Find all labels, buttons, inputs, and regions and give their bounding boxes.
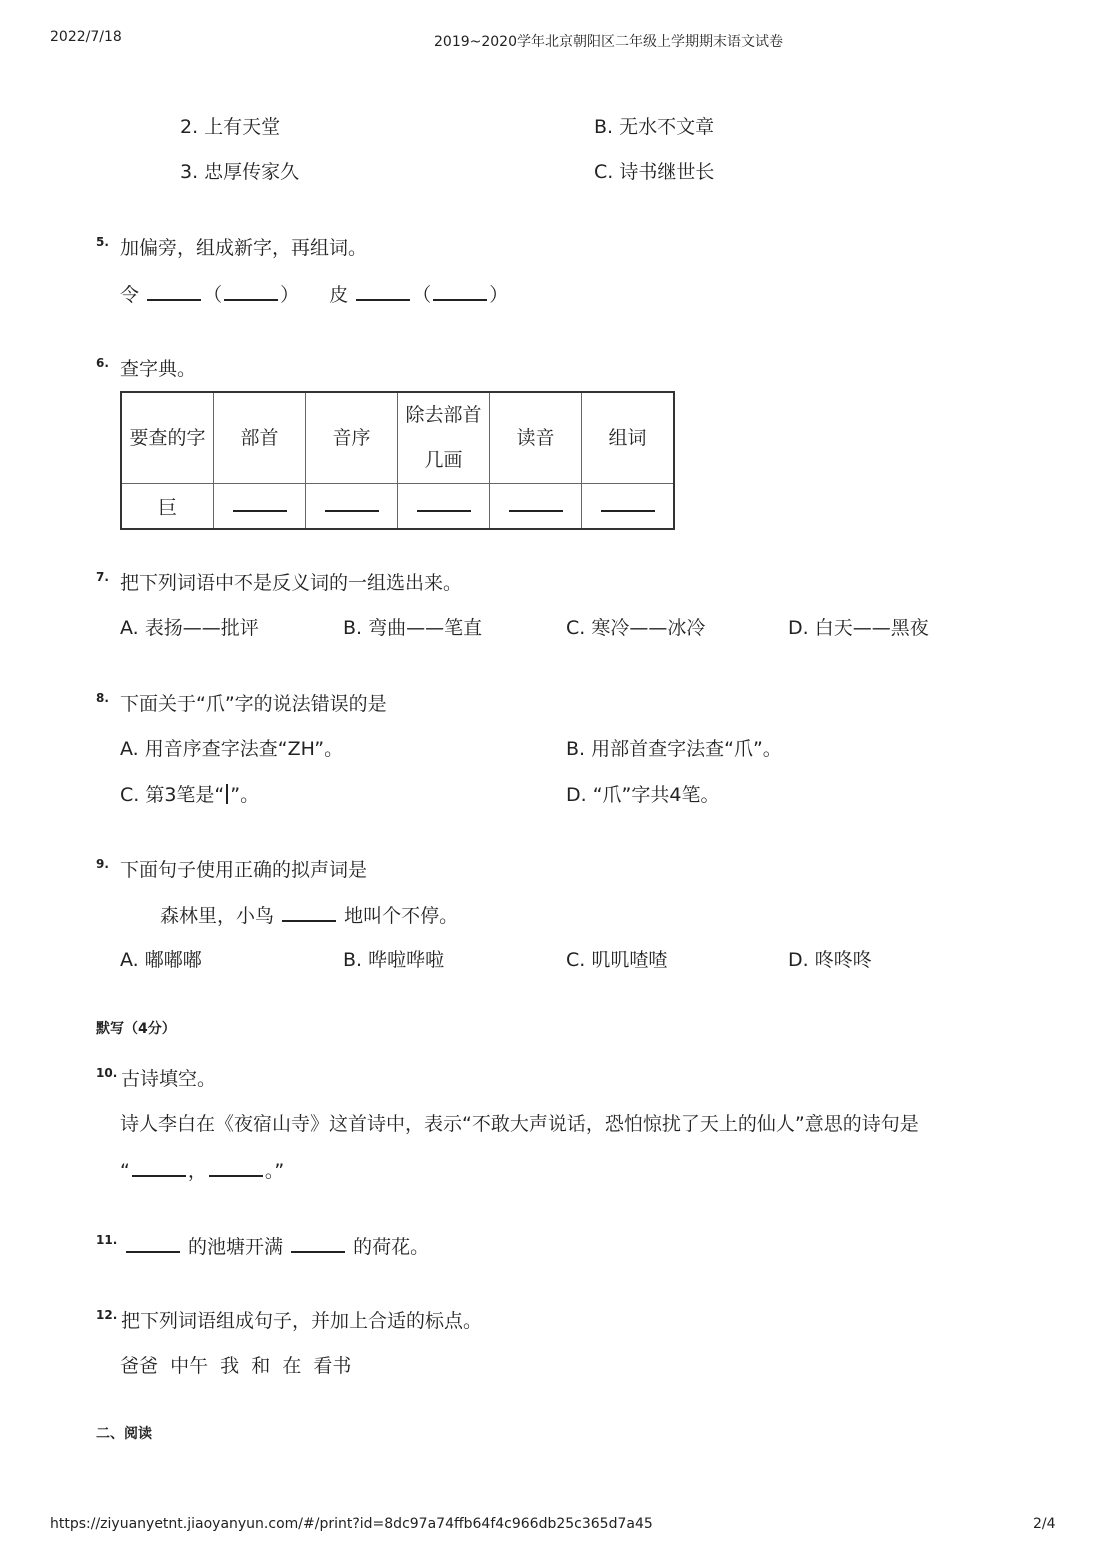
right-paren: ） <box>489 284 509 306</box>
answer-cell[interactable] <box>582 484 675 530</box>
question-number-11: 11. <box>96 1233 118 1247</box>
answer-blank[interactable] <box>233 498 287 512</box>
footer-url[interactable]: https://ziyuanyetnt.jiaoyanyun.com/#/print?id=8dc97a74ffb64f4c966db25c365d7a45 <box>50 1516 653 1532</box>
question-10-prompt: 诗人李白在《夜宿山寺》这首诗中，表示“不敢大声说话，恐怕惊扰了天上的仙人”意思的诗句是 <box>120 1113 919 1135</box>
question-9-sentence <box>160 903 458 928</box>
question-5-text: 加偏旁，组成新字，再组词。 <box>120 237 368 259</box>
option-d[interactable]: D. 咚咚咚 <box>788 949 872 971</box>
header-line: 几画 <box>424 449 463 471</box>
question-12-words: 爸爸 中午 我 和 在 看书 <box>120 1355 352 1377</box>
question-number-6: 6. <box>96 356 109 370</box>
question-7-text: 把下列词语中不是反义词的一组选出来。 <box>120 572 463 594</box>
question-number-12: 12. <box>96 1308 118 1322</box>
blank-2[interactable] <box>291 1234 345 1253</box>
header-cell: 部首 <box>214 392 306 484</box>
header-cell: 组词 <box>582 392 675 484</box>
option-c[interactable]: C. 寒冷——冰冷 <box>566 617 706 639</box>
sentence-start: 森林里，小鸟 <box>160 905 275 927</box>
header-cell: 音序 <box>306 392 398 484</box>
answer-cell[interactable] <box>490 484 582 530</box>
answer-blank[interactable] <box>601 498 655 512</box>
blank-pi-char[interactable] <box>356 282 410 301</box>
option-d[interactable]: D. “爪”字共4笔。 <box>566 784 720 806</box>
section-heading-reading: 二、阅读 <box>96 1426 152 1442</box>
poem-line-blank-1[interactable] <box>132 1158 186 1177</box>
option-c-prefix: C. 第3笔是“ <box>120 784 225 806</box>
question-number-7: 7. <box>96 570 109 584</box>
option-b[interactable]: B. 弯曲——笔直 <box>343 617 483 639</box>
question-10-blanks <box>120 1158 284 1183</box>
blank-1[interactable] <box>126 1234 180 1253</box>
question-10-text: 古诗填空。 <box>121 1068 217 1090</box>
vertical-stroke-icon <box>226 784 228 804</box>
answer-cell[interactable] <box>398 484 490 530</box>
char-pi: 皮 <box>329 284 349 306</box>
left-paren: （ <box>412 284 432 306</box>
blank-ling-char[interactable] <box>147 282 201 301</box>
question-12-text: 把下列词语组成句子，并加上合适的标点。 <box>121 1310 483 1332</box>
table-row <box>121 484 674 530</box>
question-6-text: 查字典。 <box>120 358 197 380</box>
match-right-c: C. 诗书继世长 <box>594 161 715 183</box>
blank-pi-word[interactable] <box>433 282 487 301</box>
option-b[interactable]: B. 哗啦哗啦 <box>343 949 445 971</box>
dictionary-table <box>120 391 675 530</box>
close-quote: 。” <box>264 1160 285 1182</box>
answer-blank[interactable] <box>509 498 563 512</box>
document-title: 2019~2020学年北京朝阳区二年级上学期期末语文试卷 <box>434 34 783 50</box>
q11-end: 的荷花。 <box>353 1236 430 1258</box>
q11-middle: 的池塘开满 <box>188 1236 284 1258</box>
question-11-text <box>124 1234 429 1259</box>
question-8-text: 下面关于“爪”字的说法错误的是 <box>120 693 387 715</box>
open-quote: “ <box>120 1160 130 1182</box>
table-header-row <box>121 392 674 484</box>
lookup-char: 巨 <box>121 484 214 530</box>
option-d[interactable]: D. 白天——黑夜 <box>788 617 929 639</box>
blank-ling-word[interactable] <box>224 282 278 301</box>
question-9-text: 下面句子使用正确的拟声词是 <box>120 859 368 881</box>
print-date: 2022/7/18 <box>50 29 122 45</box>
answer-blank[interactable] <box>417 498 471 512</box>
poem-line-blank-2[interactable] <box>209 1158 263 1177</box>
question-number-5: 5. <box>96 235 109 249</box>
option-c-suffix: ”。 <box>230 784 260 806</box>
sentence-end: 地叫个不停。 <box>344 905 459 927</box>
option-c[interactable]: C. 叽叽喳喳 <box>566 949 668 971</box>
option-a[interactable]: A. 用音序查字法查“ZH”。 <box>120 738 344 760</box>
option-a[interactable]: A. 表扬——批评 <box>120 617 259 639</box>
option-c[interactable] <box>120 783 259 807</box>
match-left-3: 3. 忠厚传家久 <box>180 161 300 183</box>
question-number-10: 10. <box>96 1066 118 1080</box>
question-number-9: 9. <box>96 857 109 871</box>
header-cell: 要查的字 <box>121 392 214 484</box>
answer-blank[interactable] <box>325 498 379 512</box>
option-a[interactable]: A. 嘟嘟嘟 <box>120 949 202 971</box>
match-right-b: B. 无水不文章 <box>594 116 715 138</box>
page-number: 2/4 <box>1033 1516 1056 1532</box>
question-number-8: 8. <box>96 691 109 705</box>
header-cell: 读音 <box>490 392 582 484</box>
answer-cell[interactable] <box>214 484 306 530</box>
comma: ， <box>187 1160 207 1182</box>
onomatopoeia-blank[interactable] <box>282 903 336 922</box>
left-paren: （ <box>203 284 223 306</box>
option-b[interactable]: B. 用部首查字法查“爪”。 <box>566 738 782 760</box>
right-paren: ） <box>280 284 300 306</box>
match-left-2: 2. 上有天堂 <box>180 116 281 138</box>
question-5-blanks <box>120 282 508 307</box>
char-ling: 令 <box>120 284 140 306</box>
header-line: 除去部首 <box>405 404 482 426</box>
answer-cell[interactable] <box>306 484 398 530</box>
section-heading-moxie: 默写（4分） <box>96 1021 176 1037</box>
header-cell <box>398 392 490 484</box>
